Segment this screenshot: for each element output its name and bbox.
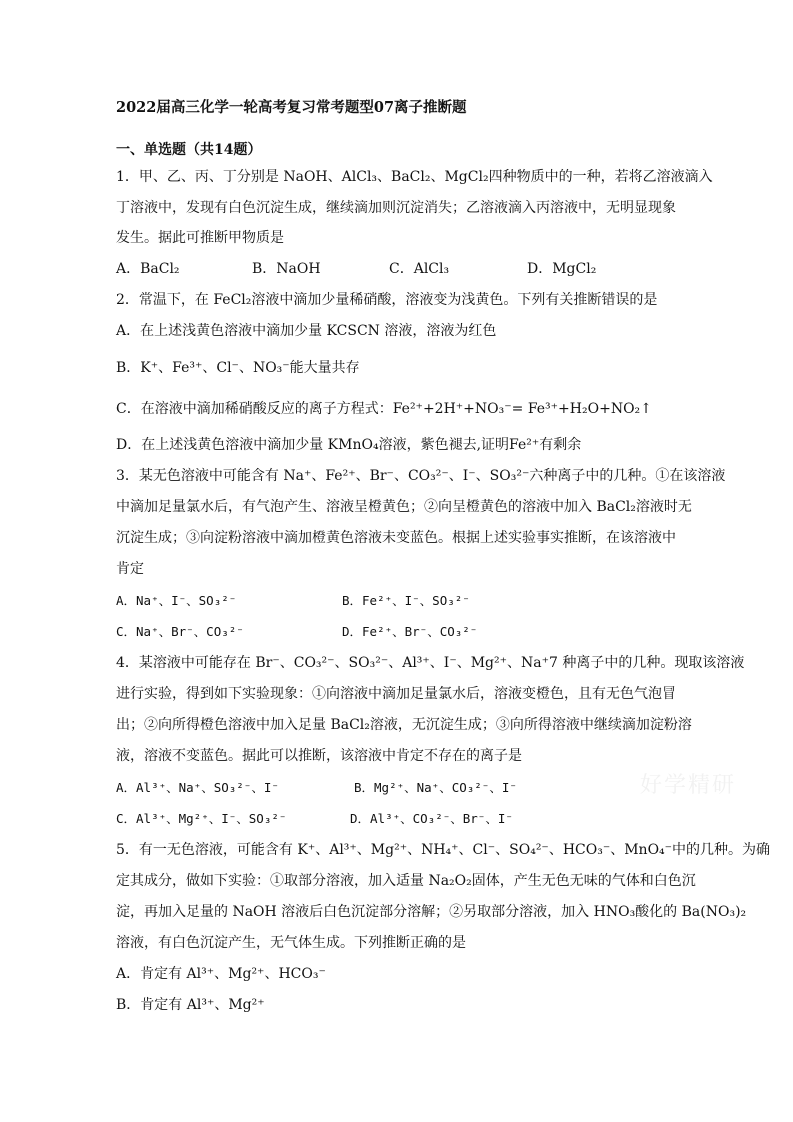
q5-option-b: B．肯定有 Al³⁺、Mg²⁺	[116, 997, 265, 1013]
q5-option-a: A．肯定有 Al³⁺、Mg²⁺、HCO₃⁻	[116, 966, 326, 982]
q3-stem-line2: 中滴加足量氯水后，有气泡产生、溶液呈橙黄色；②向呈橙黄色的溶液中加入 BaCl₂溶液时无	[116, 499, 692, 515]
q1-option-c: C．AlCl₃	[389, 261, 450, 277]
q2-stem: 2．常温下，在 FeCl₂溶液中滴加少量稀硝酸，溶液变为浅黄色。下列有关推断错误的是	[116, 292, 658, 308]
q2-option-c: C．在溶液中滴加稀硝酸反应的离子方程式：Fe²⁺+2H⁺+NO₃⁻= Fe³⁺+H₂O+NO₂↑	[116, 401, 652, 417]
q5-stem-line4: 溶液，有白色沉淀产生，无气体生成。下列推断正确的是	[116, 935, 466, 951]
q2-option-b: B．K⁺、Fe³⁺、Cl⁻、NO₃⁻能大量共存	[116, 360, 360, 376]
q4-stem-line3: 出；②向所得橙色溶液中加入足量 BaCl₂溶液，无沉淀生成；③向所得溶液中继续滴加淀粉溶	[116, 717, 692, 733]
q3-option-c: C．Na⁺、Br⁻、CO₃²⁻	[116, 624, 244, 639]
q5-stem-line1: 5．有一无色溶液，可能含有 K⁺、Al³⁺、Mg²⁺、NH₄⁺、Cl⁻、SO₄²⁻、HCO₃⁻、MnO₄⁻中的几种。为确	[116, 842, 771, 858]
q3-stem-line4: 肯定	[116, 561, 144, 577]
q4-option-a: A．Al³⁺、Na⁺、SO₃²⁻、I⁻	[116, 780, 279, 795]
q3-option-b: B．Fe²⁺、I⁻、SO₃²⁻	[342, 593, 470, 608]
q5-stem-line3: 淀，再加入足量的 NaOH 溶液后白色沉淀部分溶解；②另取部分溶液，加入 HNO₃酸化的 Ba(NO₃)₂	[116, 904, 747, 920]
q4-stem-line2: 进行实验，得到如下实验现象：①向溶液中滴加足量氯水后，溶液变橙色，且有无色气泡冒	[116, 686, 676, 702]
watermark: 好学精研	[640, 773, 737, 798]
q1-option-b: B．NaOH	[252, 261, 321, 277]
q2-option-d: D．在上述浅黄色溶液中滴加少量 KMnO₄溶液，紫色褪去,证明Fe²⁺有剩余	[116, 437, 582, 453]
q1-stem-line2: 丁溶液中，发现有白色沉淀生成，继续滴加则沉淀消失；乙溶液滴入丙溶液中，无明显现象	[116, 200, 676, 216]
q4-stem-line1: 4．某溶液中可能存在 Br⁻、CO₃²⁻、SO₃²⁻、Al³⁺、I⁻、Mg²⁺、Na⁺7 种离子中的几种。现取该溶液	[116, 655, 745, 671]
q4-option-b: B．Mg²⁺、Na⁺、CO₃²⁻、I⁻	[354, 780, 517, 795]
q3-option-a: A．Na⁺、I⁻、SO₃²⁻	[116, 593, 237, 608]
document-title: 2022届高三化学一轮高考复习常考题型07离子推断题	[116, 99, 467, 116]
q4-stem-line4: 液，溶液不变蓝色。据此可以推断，该溶液中肯定不存在的离子是	[116, 748, 522, 764]
q4-option-c: C．Al³⁺、Mg²⁺、I⁻、SO₃²⁻	[116, 811, 287, 826]
q3-option-d: D．Fe²⁺、Br⁻、CO₃²⁻	[342, 624, 478, 639]
q3-stem-line1: 3．某无色溶液中可能含有 Na⁺、Fe²⁺、Br⁻、CO₃²⁻、I⁻、SO₃²⁻六种离子中的几种。①在该溶液	[116, 468, 726, 484]
q1-option-a: A．BaCl₂	[116, 261, 180, 277]
q4-option-d: D．Al³⁺、CO₃²⁻、Br⁻、I⁻	[350, 811, 513, 826]
q1-option-d: D．MgCl₂	[527, 261, 597, 277]
q3-stem-line3: 沉淀生成；③向淀粉溶液中滴加橙黄色溶液未变蓝色。根据上述实验事实推断，在该溶液中	[116, 530, 676, 546]
section-heading: 一、单选题（共14题）	[116, 142, 262, 158]
q2-option-a: A．在上述浅黄色溶液中滴加少量 KCSCN 溶液，溶液为红色	[116, 323, 497, 339]
q1-stem-line1: 1．甲、乙、丙、丁分别是 NaOH、AlCl₃、BaCl₂、MgCl₂四种物质中的一种，若将乙溶液滴入	[116, 169, 713, 185]
q5-stem-line2: 定其成分，做如下实验：①取部分溶液，加入适量 Na₂O₂固体，产生无色无味的气体和白色沉	[116, 873, 696, 889]
q1-stem-line3: 发生。据此可推断甲物质是	[116, 230, 284, 246]
